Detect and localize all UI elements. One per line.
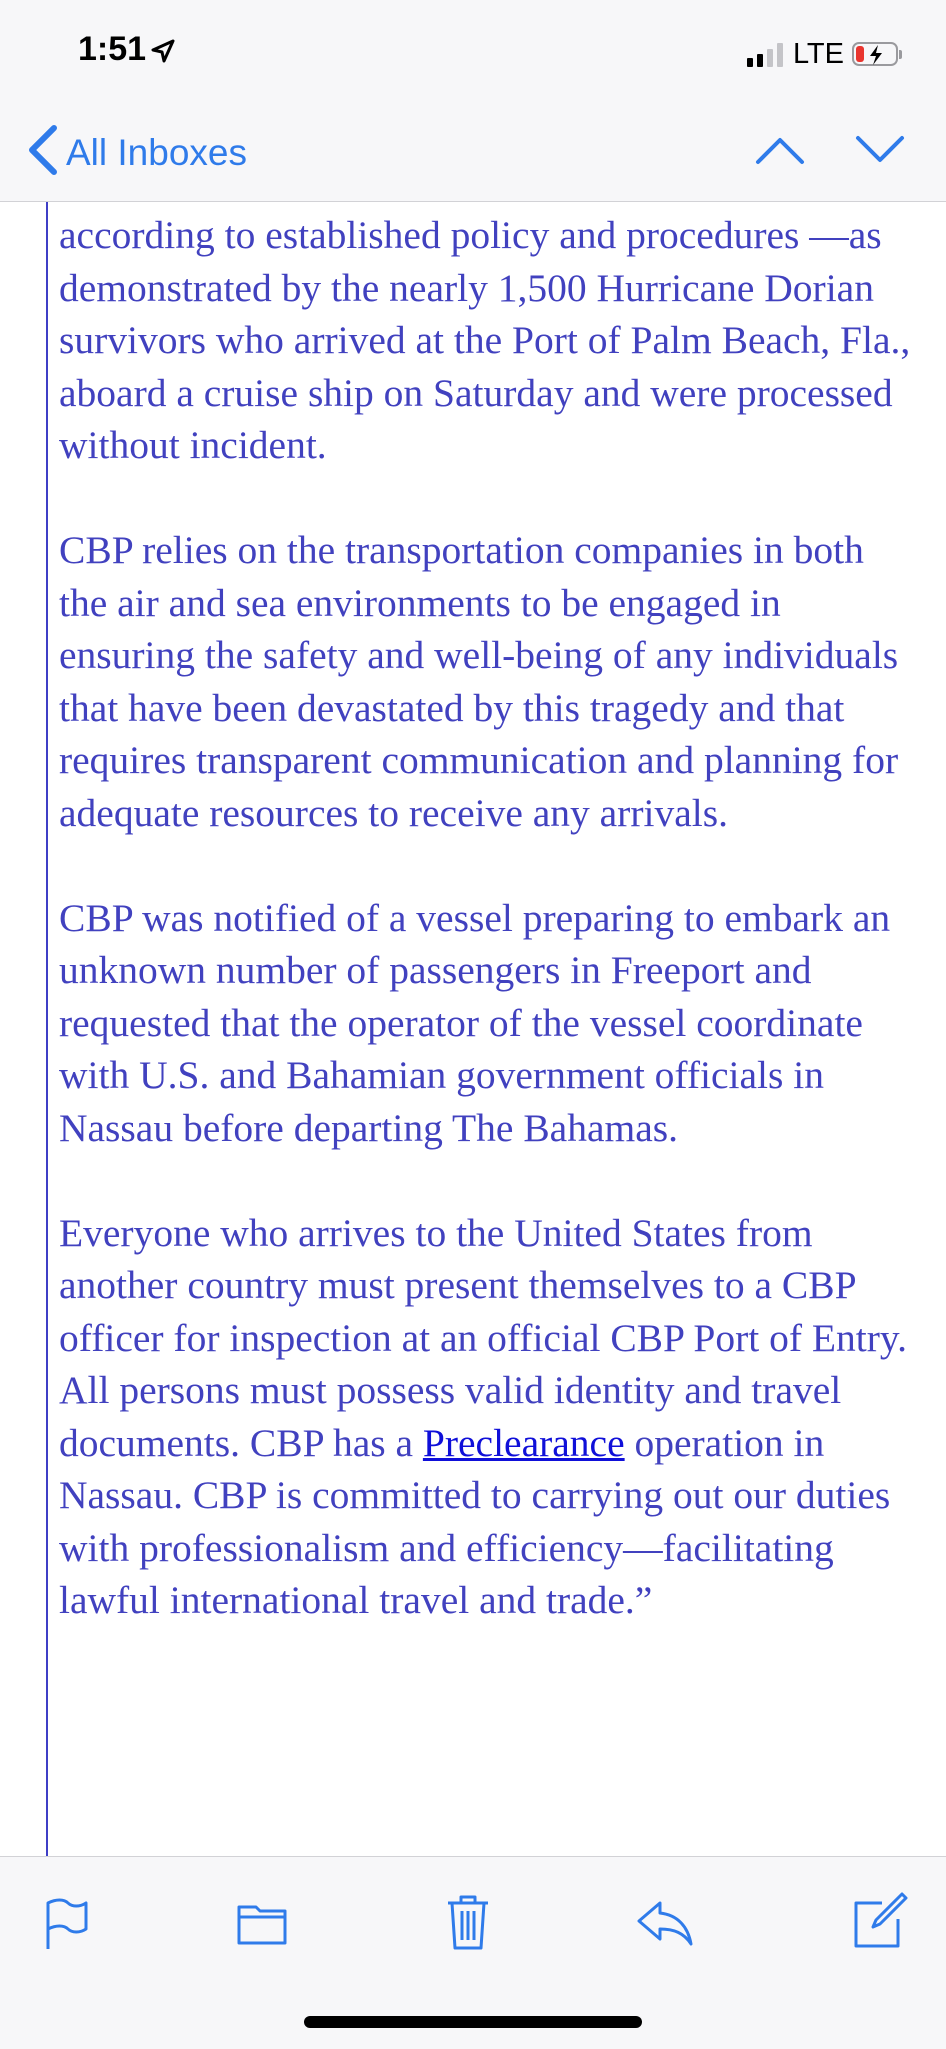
location-arrow-icon [146,30,176,68]
compose-icon [852,1936,908,1953]
preclearance-link[interactable]: Preclearance [422,1420,625,1465]
message-body [59,209,919,1679]
signal-bars-icon [747,41,783,67]
status-bar [0,0,946,100]
status-time [78,30,176,69]
message-navigation [754,134,906,171]
flag-button[interactable] [44,1897,88,1956]
delete-button[interactable] [446,1893,490,1956]
next-message-button[interactable] [854,134,906,171]
reply-icon [636,1934,694,1951]
message-paragraph [59,1207,919,1627]
paragraph-text-after-link: operation in Nassau. CBP is committed to carrying out our duties with professionalism and efficiency—facilitating lawful international travel and trade.” [59,1420,891,1622]
move-to-folder-button[interactable] [236,1897,288,1952]
message-paragraph: CBP relies on the transportation companies in both the air and sea environments to be engaged in ensuring the safety and well-being of any individuals that have been devastated by this tragedy and that requires transparent communication and planning for adequate resources to receive any arrivals. [59,528,899,835]
back-button-label: All Inboxes [66,131,247,173]
battery-charging-icon [852,42,898,66]
home-indicator[interactable] [304,2016,642,2028]
navigation-bar [0,100,946,202]
back-button[interactable] [26,124,247,181]
previous-message-button[interactable] [754,134,806,171]
trash-icon [446,1938,490,1955]
network-type: LTE [792,37,844,70]
compose-button[interactable] [852,1891,908,1954]
chevron-down-icon [854,153,906,170]
flag-icon [44,1938,88,1955]
chevron-left-icon [26,124,58,181]
reply-button[interactable] [636,1899,694,1952]
message-content[interactable] [0,202,946,1856]
paragraph-text-before-link: Everyone who arrives to the United States from another country must present themselves to a CBP officer for inspection at an official CBP Port of Entry. All persons must possess valid identity and travel documents. CBP has a [59,1210,907,1465]
quote-bar [46,202,48,1856]
message-paragraph: according to established policy and procedures —as demonstrated by the nearly 1,500 Hurricane Dorian survivors who arrived at the Port of Palm Beach, Fla., aboard a cruise ship on Saturday and were processed without incident. [59,213,911,467]
time-text: 1:51 [78,30,147,68]
message-paragraph: CBP was notified of a vessel preparing to embark an unknown number of passengers in Freeport and requested that the operator of the vessel coordinate with U.S. and Bahamian government officials in Nassau before departing The Bahamas. [59,895,891,1150]
folder-icon [236,1934,288,1951]
chevron-up-icon [754,153,806,170]
status-indicators [747,34,898,74]
